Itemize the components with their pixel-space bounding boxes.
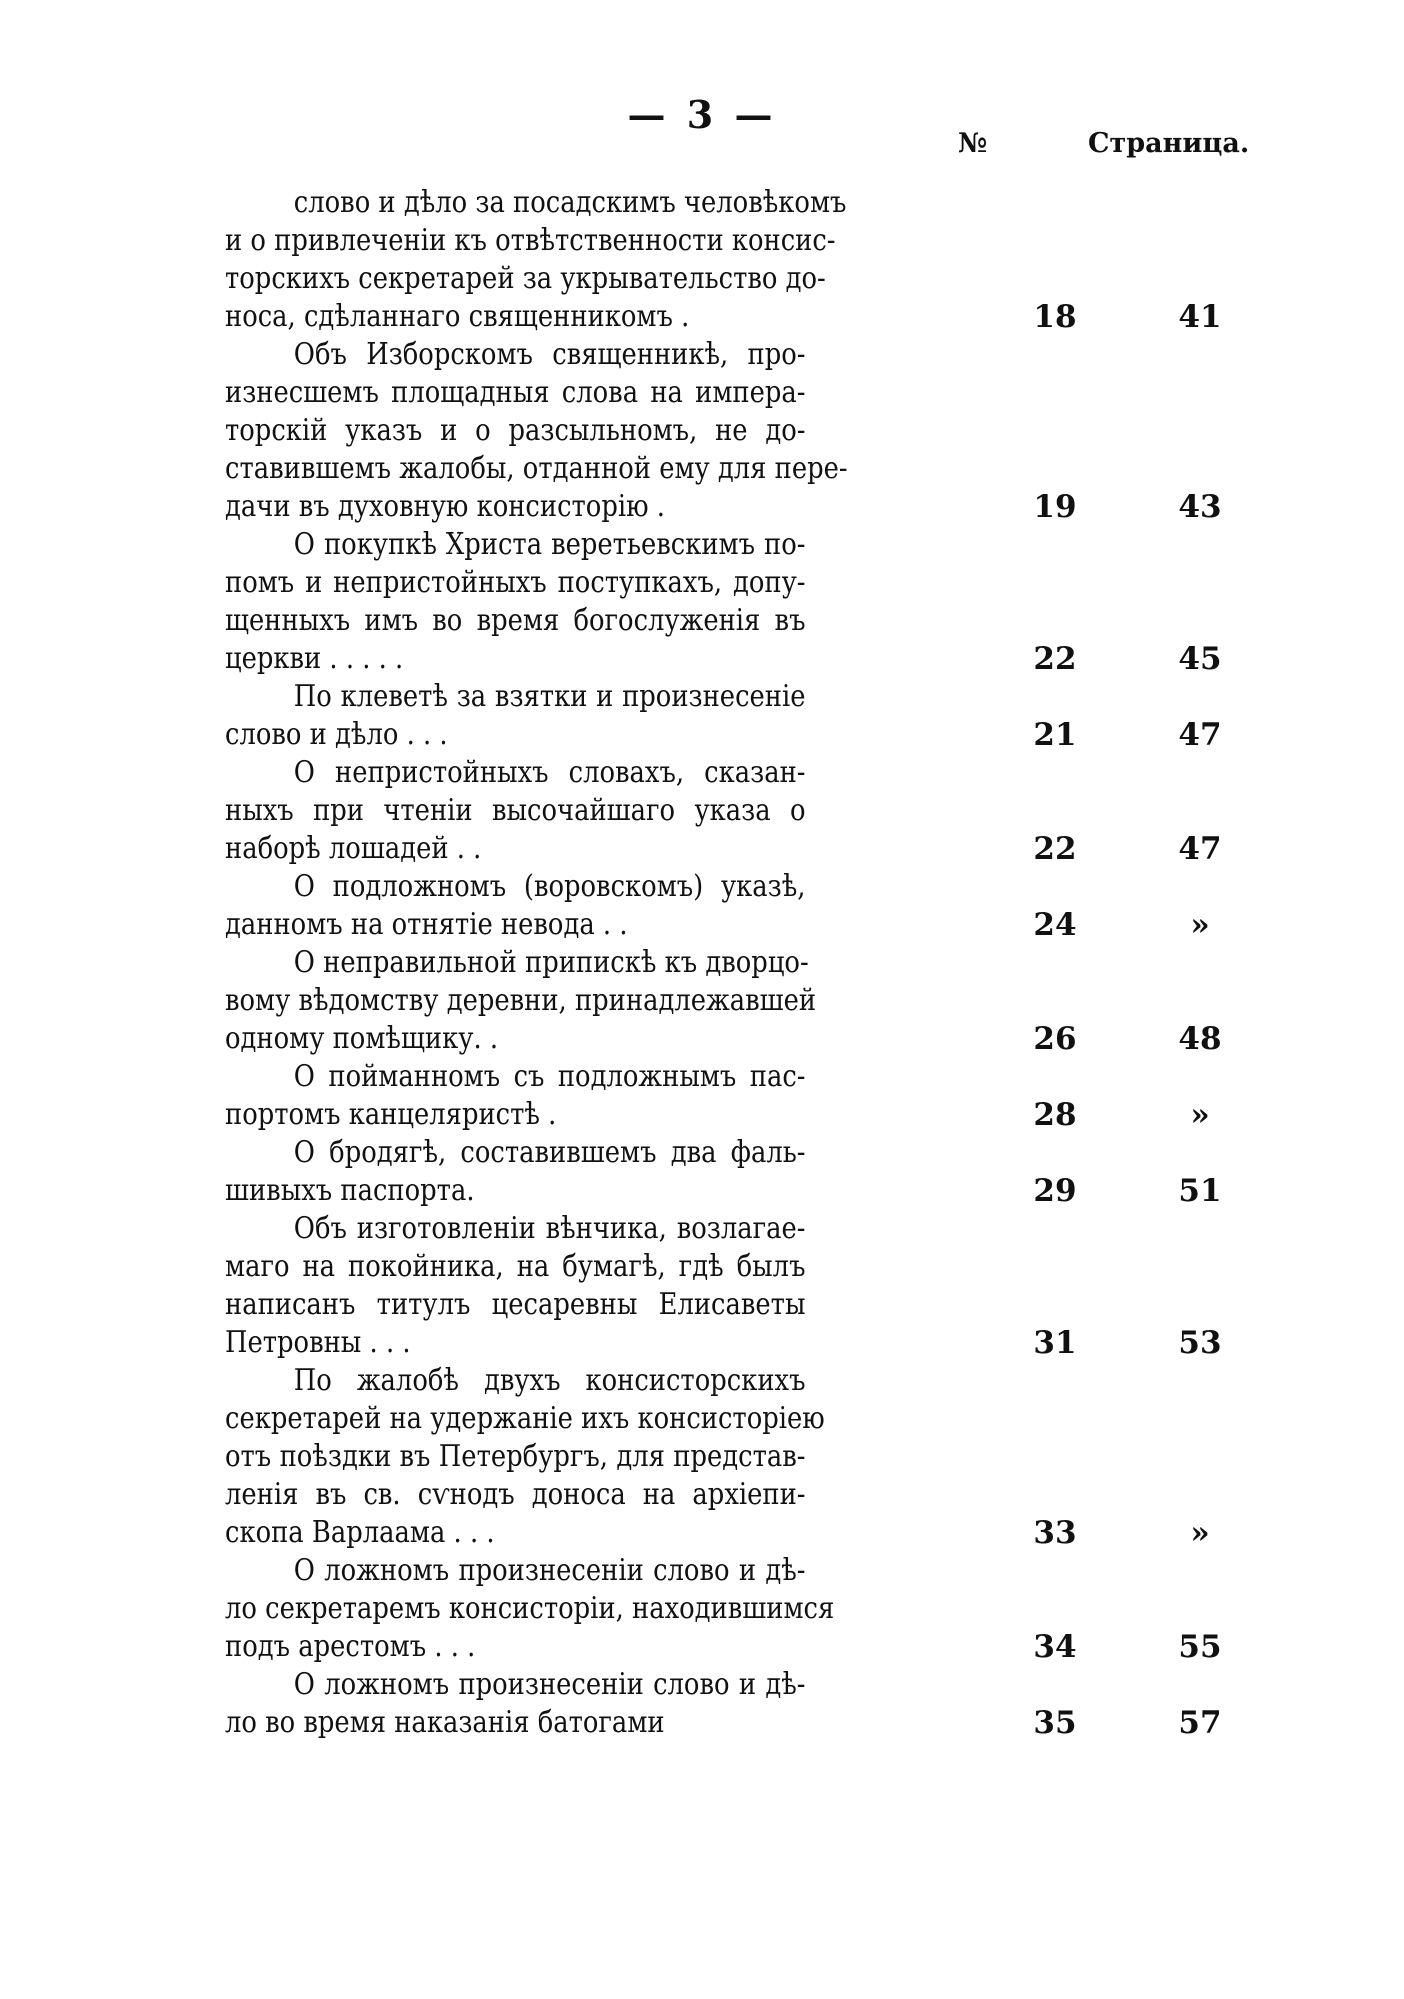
- entry-number: 18: [1033, 299, 1077, 335]
- entry-text-line: секретарей на удержаніе ихъ консисторіею: [225, 1401, 825, 1436]
- toc-entry: [225, 944, 1375, 1058]
- entry-page: »: [1190, 907, 1210, 943]
- toc-entry: [225, 526, 1375, 678]
- entry-text-line: носа, сдѣланнаго священникомъ .: [225, 299, 690, 334]
- entry-text-line: торскихъ секретарей за укрывательство до-: [225, 261, 826, 296]
- entry-text-line: отъ поѣздки въ Петербургъ, для представ-: [225, 1439, 806, 1474]
- entry-text-line: О ложномъ произнесеніи слово и дѣ-: [293, 1667, 806, 1702]
- entry-text-line: О подложномъ (воровскомъ) указѣ,: [293, 869, 806, 904]
- entry-text-line: наборѣ лошадей . .: [225, 831, 482, 866]
- entry-text-line: помъ и непристойныхъ поступкахъ, допу-: [225, 565, 806, 600]
- entry-text-line: дачи въ духовную консисторію .: [225, 489, 665, 524]
- toc-entry: [225, 678, 1375, 754]
- entry-page: 47: [1178, 831, 1222, 867]
- entry-text-line: Объ изготовленіи вѣнчика, возлагае-: [293, 1211, 806, 1246]
- entry-number: 19: [1033, 489, 1077, 525]
- entry-text-line: ныхъ при чтеніи высочайшаго указа о: [225, 793, 806, 828]
- toc-entry: [225, 868, 1375, 944]
- column-header-page: Страница.: [1088, 128, 1250, 159]
- entry-page: »: [1190, 1097, 1210, 1133]
- entry-text-line: О непристойныхъ словахъ, сказан-: [293, 755, 806, 790]
- entry-text-line: ставившемъ жалобы, отданной ему для пере-: [225, 451, 848, 486]
- entry-text-line: шивыхъ паспорта.: [225, 1173, 475, 1208]
- entry-page: 41: [1178, 299, 1222, 335]
- toc-entry: [225, 1362, 1375, 1552]
- toc-entry: [225, 336, 1375, 526]
- entry-number: 34: [1033, 1629, 1077, 1665]
- entry-page: »: [1190, 1515, 1210, 1551]
- entry-text-line: О покупкѣ Христа веретьевскимъ по-: [293, 527, 806, 562]
- toc-entry: [225, 1058, 1375, 1134]
- entry-number: 35: [1033, 1705, 1077, 1741]
- entry-text-line: По жалобѣ двухъ консисторскихъ: [293, 1363, 806, 1398]
- entry-text-line: торскій указъ и о разсыльномъ, не до-: [225, 413, 806, 448]
- entry-text-line: маго на покойника, на бумагѣ, гдѣ былъ: [225, 1249, 806, 1284]
- toc-entry: [225, 1210, 1375, 1362]
- entry-text-line: По клеветѣ за взятки и произнесеніе: [293, 679, 806, 714]
- entry-text-line: одному помѣщику. .: [225, 1021, 499, 1056]
- entry-text-line: слово и дѣло . . .: [225, 717, 448, 752]
- entry-text-line: ло секретаремъ консисторіи, находившимся: [225, 1591, 835, 1626]
- entry-text-line: Объ Изборскомъ священникѣ, про-: [293, 337, 806, 372]
- entry-number: 22: [1033, 641, 1077, 677]
- entry-page: 55: [1178, 1629, 1222, 1665]
- entry-page: 47: [1178, 717, 1222, 753]
- entry-page: 48: [1178, 1021, 1222, 1057]
- entry-text-line: изнесшемъ площадныя слова на импера-: [225, 375, 806, 410]
- entry-text-line: церкви . . . . .: [225, 641, 404, 676]
- toc-entry: [225, 1666, 1375, 1742]
- entry-text-line: данномъ на отнятіе невода . .: [225, 907, 628, 942]
- entry-page: 53: [1178, 1325, 1222, 1361]
- toc-entry: [225, 184, 1375, 336]
- toc-entry: [225, 1134, 1375, 1210]
- entry-page: 51: [1178, 1173, 1222, 1209]
- entry-text-line: скопа Варлаама . . .: [225, 1515, 495, 1550]
- toc-entry: [225, 1552, 1375, 1666]
- entry-text-line: портомъ канцеляристѣ .: [225, 1097, 557, 1132]
- entry-page: 45: [1178, 641, 1222, 677]
- entry-text-line: подъ арестомъ . . .: [225, 1629, 476, 1664]
- column-header-number: №: [958, 128, 988, 159]
- entry-number: 33: [1033, 1515, 1077, 1551]
- entry-page: 43: [1178, 489, 1222, 525]
- entry-text-line: написанъ титулъ цесаревны Елисаветы: [225, 1287, 806, 1322]
- entry-page: 57: [1178, 1705, 1222, 1741]
- entry-number: 21: [1033, 717, 1077, 753]
- entry-text-line: вому вѣдомству деревни, принадлежавшей: [225, 983, 817, 1018]
- entry-number: 31: [1033, 1325, 1077, 1361]
- entry-number: 28: [1033, 1097, 1077, 1133]
- entry-text-line: О ложномъ произнесеніи слово и дѣ-: [293, 1553, 806, 1588]
- entry-text-line: слово и дѣло за посадскимъ человѣкомъ: [293, 185, 847, 220]
- table-of-contents: [225, 184, 1375, 1742]
- entry-number: 24: [1033, 907, 1077, 943]
- entry-text-line: Петровны . . .: [225, 1325, 411, 1360]
- page-number: — 3 —: [627, 92, 777, 137]
- entry-text-line: О неправильной припискѣ къ дворцо-: [293, 945, 809, 980]
- entry-text-line: и о привлеченіи къ отвѣтственности консис-: [225, 223, 836, 258]
- entry-text-line: О бродягѣ, составившемъ два фаль-: [293, 1135, 806, 1170]
- entry-text-line: ло во время наказанія батогами: [225, 1705, 665, 1740]
- entry-text-line: О пойманномъ съ подложнымъ пас-: [293, 1059, 806, 1094]
- entry-number: 26: [1033, 1021, 1077, 1057]
- entry-text-line: ленія въ св. сѵнодъ доноса на архіепи-: [225, 1477, 806, 1512]
- entry-number: 22: [1033, 831, 1077, 867]
- toc-entry: [225, 754, 1375, 868]
- entry-number: 29: [1033, 1173, 1077, 1209]
- entry-text-line: щенныхъ имъ во время богослуженія въ: [225, 603, 806, 638]
